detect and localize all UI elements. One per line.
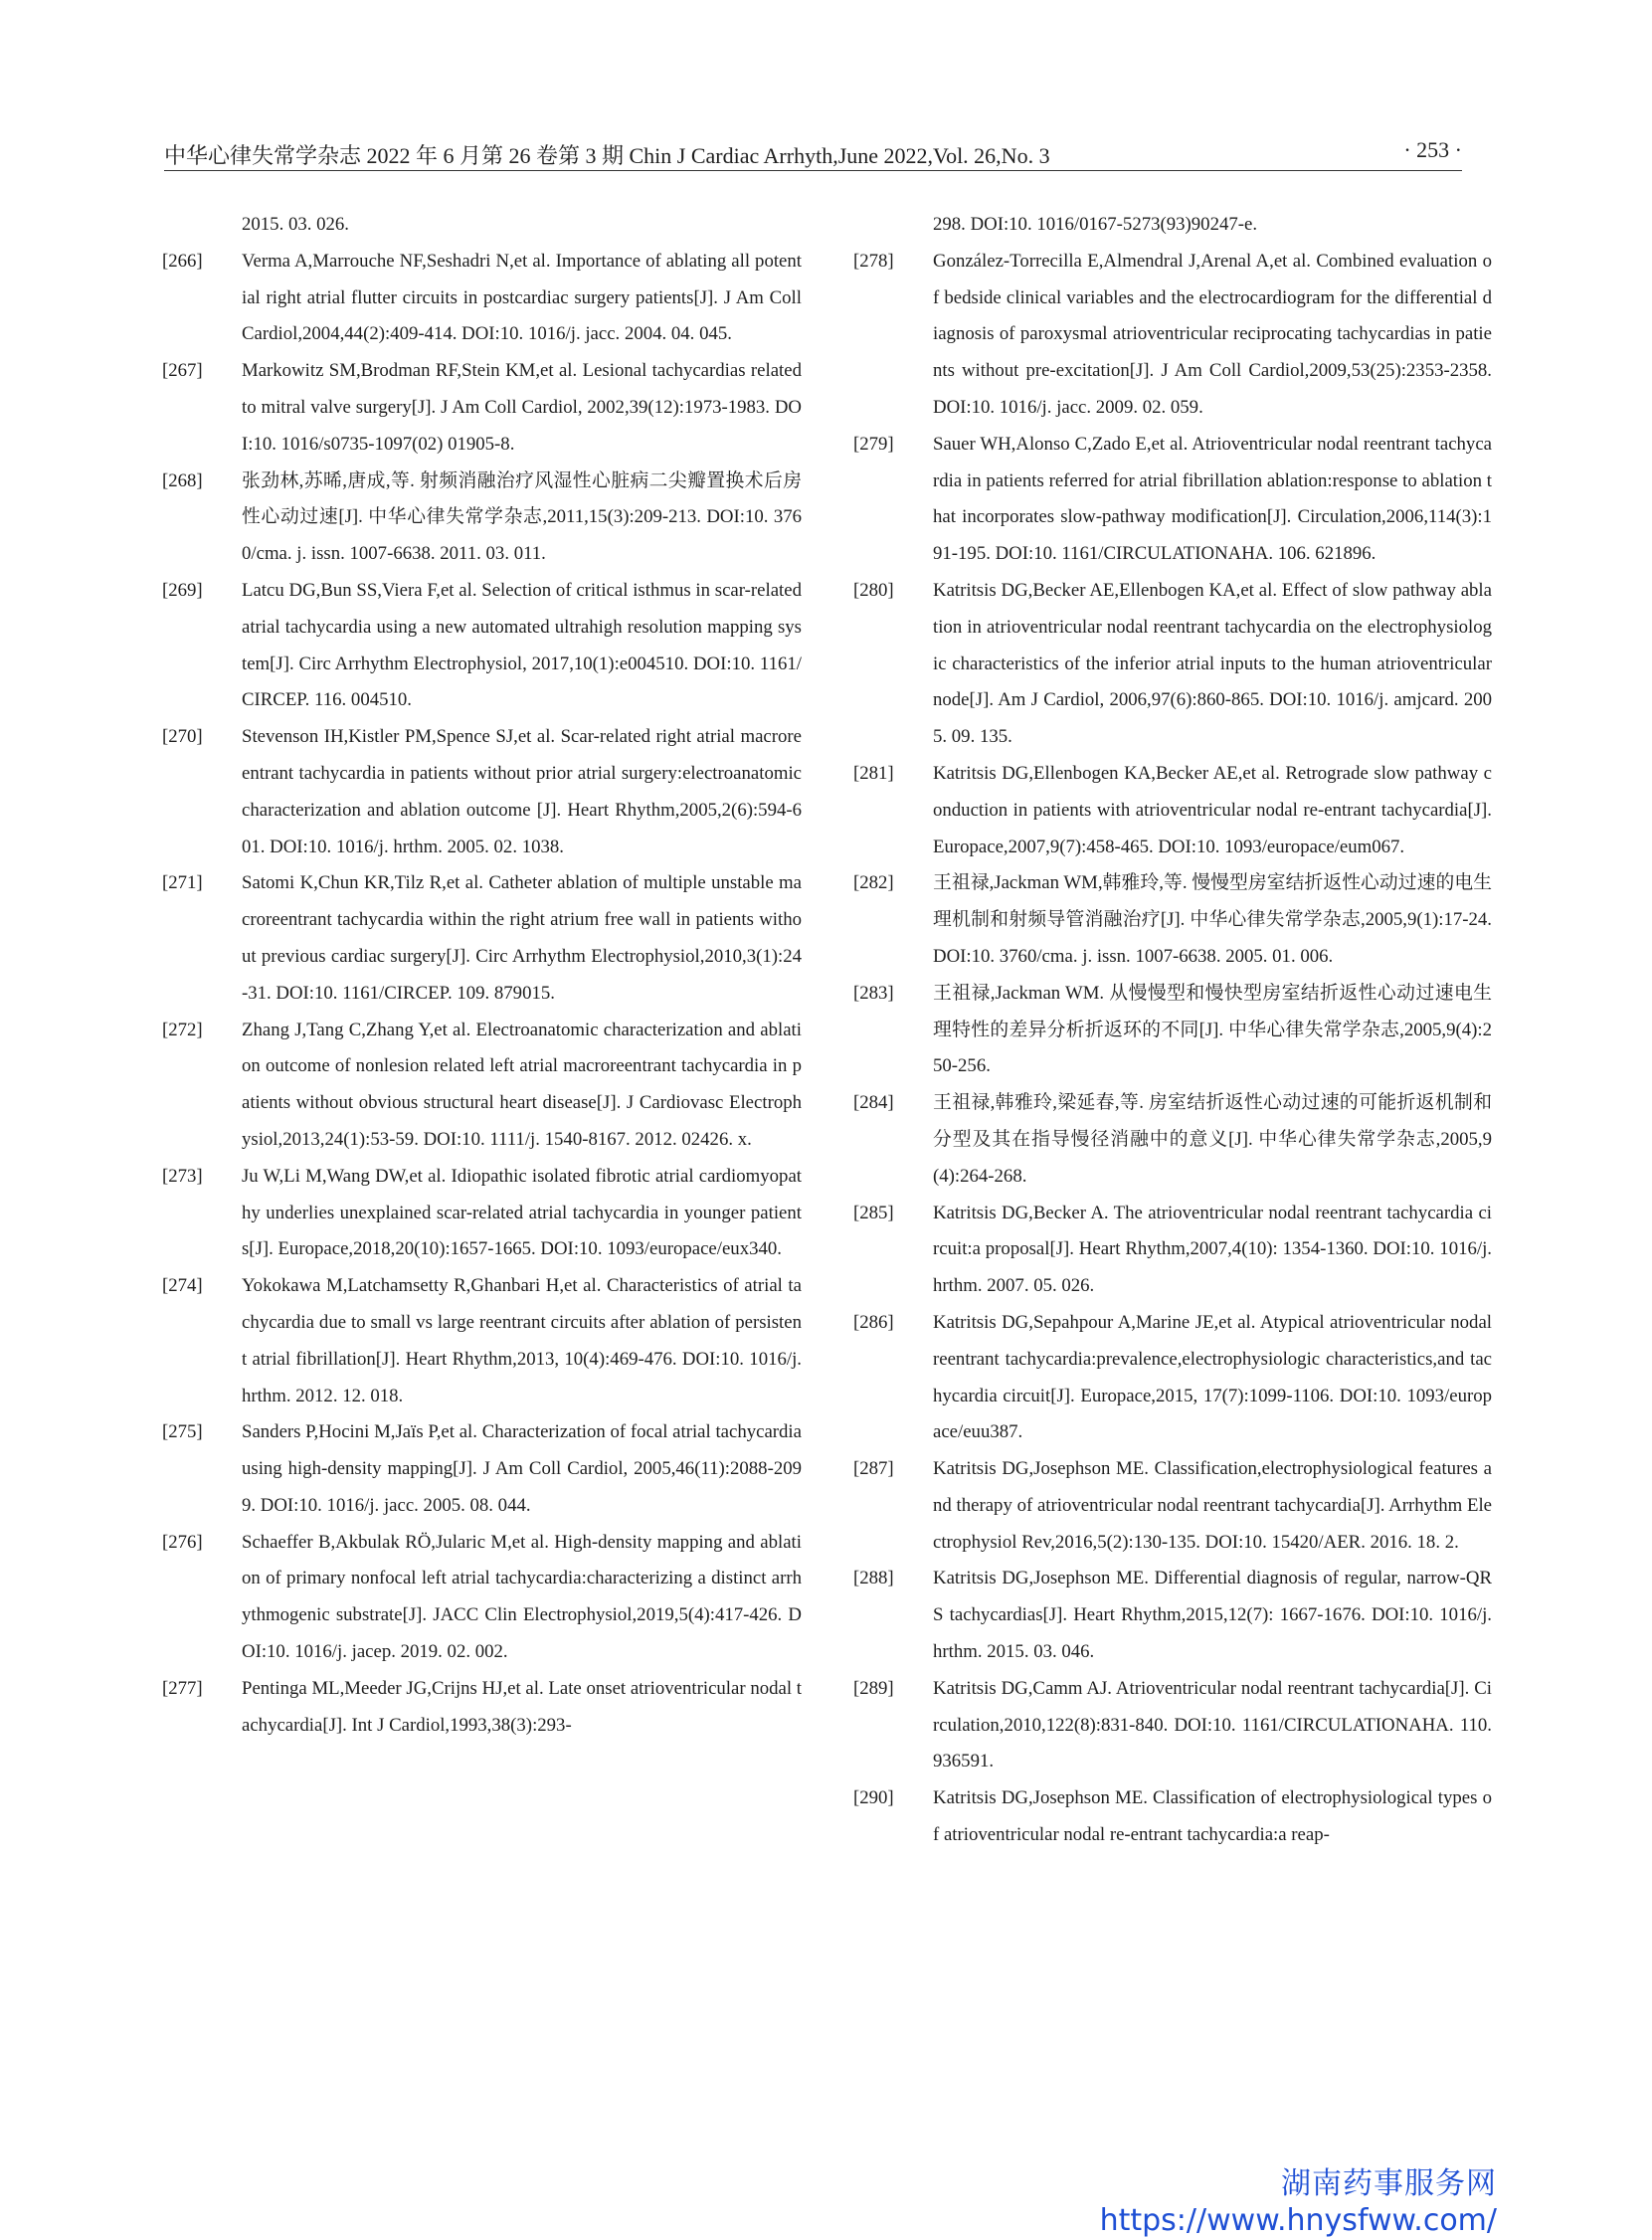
reference-text: Yokokawa M,Latchamsetty R,Ghanbari H,et al. Characteristics of atrial tachycardia due to small vs large reentrant circuits after ablation of persistent atrial fibrillation[J]. Heart Rhythm,2013, 10(4):469-476. DOI:10. 1016/j. hrthm. 2012. 12. 018. (242, 1275, 802, 1406)
reference-item (853, 1196, 1492, 1305)
reference-item (162, 1671, 802, 1745)
references-left-column (162, 207, 802, 1744)
reference-item (853, 1561, 1492, 1670)
reference-text: Ju W,Li M,Wang DW,et al. Idiopathic isolated fibrotic atrial cardiomyopathy underlies unexplained scar-related atrial tachycardia in younger patients[J]. Europace,2018,20(10):1657-1665. DOI:10. 1093/europace/eux340. (242, 1165, 802, 1260)
reference-text: Katritsis DG,Josephson ME. Classification of electrophysiological types of atrioventricular nodal re-entrant tachycardia:a reap- (933, 1787, 1492, 1846)
reference-text: Verma A,Marrouche NF,Seshadri N,et al. Importance of ablating all potential right atrial flutter circuits in postcardiac surgery patients[J]. J Am Coll Cardiol,2004,44(2):409-414. DOI:10. 1016/j. jacc. 2004. 04. 045. (242, 250, 802, 345)
reference-number: [287] (853, 1458, 894, 1480)
reference-number: [266] (162, 250, 203, 272)
reference-text: 王祖禄,Jackman WM,韩雅玲,等. 慢慢型房室结折返性心动过速的电生理机制和射频导管消融治疗[J]. 中华心律失常学杂志,2005,9(1):17-24. DOI:10. 3760/cma. j. issn. 1007-6638. 2005. 01. 006. (933, 872, 1492, 967)
reference-item (162, 1414, 802, 1524)
reference-text: Stevenson IH,Kistler PM,Spence SJ,et al. Scar-related right atrial macroreentrant tachycardia in patients without prior atrial surgery:electroanatomic characterization and ablation outcome [J]. Heart Rhythm,2005,2(6):594-601. DOI:10. 1016/j. hrthm. 2005. 02. 1038. (242, 726, 802, 857)
header-rule (164, 170, 1462, 171)
reference-item (853, 427, 1492, 573)
reference-number: [284] (853, 1092, 894, 1114)
site-watermark (1100, 2166, 1497, 2240)
reference-number: [281] (853, 762, 894, 784)
reference-number: [267] (162, 360, 203, 382)
reference-continuation: 2015. 03. 026. (242, 214, 349, 235)
reference-text: 王祖禄,韩雅玲,梁延春,等. 房室结折返性心动过速的可能折返机制和分型及其在指导慢径消融中的意义[J]. 中华心律失常学杂志,2005,9(4):264-268. (933, 1092, 1492, 1187)
reference-item (853, 1305, 1492, 1451)
reference-item (853, 1780, 1492, 1854)
reference-text: Sanders P,Hocini M,Jaïs P,et al. Characterization of focal atrial tachycardia using high-density mapping[J]. J Am Coll Cardiol, 2005,46(11):2088-2099. DOI:10. 1016/j. jacc. 2005. 08. 044. (242, 1421, 802, 1516)
reference-number: [286] (853, 1311, 894, 1333)
reference-number: [270] (162, 726, 203, 748)
reference-number: [285] (853, 1202, 894, 1223)
watermark-url[interactable]: https://www.hnysfww.com/ (1099, 2203, 1497, 2238)
reference-number: [276] (162, 1531, 203, 1553)
watermark-site-name: 湖南药事服务网 (1281, 2166, 1497, 2201)
reference-item (853, 573, 1492, 756)
reference-number: [278] (853, 250, 894, 272)
reference-item (162, 1268, 802, 1414)
reference-item (162, 244, 802, 353)
reference-list-right (853, 244, 1492, 1854)
reference-item (853, 1085, 1492, 1195)
reference-text: 王祖禄,Jackman WM. 从慢慢型和慢快型房室结折返性心动过速电生理特性的差异分析折返环的不同[J]. 中华心律失常学杂志,2005,9(4):250-256. (933, 982, 1492, 1077)
reference-text: Katritsis DG,Ellenbogen KA,Becker AE,et al. Retrograde slow pathway conduction in patients with atrioventricular nodal re-entrant tachycardia[J]. Europace,2007,9(7):458-465. DOI:10. 1093/europace/eum067. (933, 762, 1492, 857)
reference-item (162, 353, 802, 463)
reference-text: Katritsis DG,Camm AJ. Atrioventricular nodal reentrant tachycardia[J]. Circulation,2010,122(8):831-840. DOI:10. 1161/CIRCULATIONAHA. 110. 936591. (933, 1677, 1492, 1773)
reference-number: [272] (162, 1019, 203, 1040)
reference-text: Sauer WH,Alonso C,Zado E,et al. Atrioventricular nodal reentrant tachycardia in patients referred for atrial fibrillation ablation:response to ablation that incorporates slow-pathway modification[J]. Circulation,2006,114(3):191-195. DOI:10. 1161/CIRCULATIONAHA. 106. 621896. (933, 433, 1492, 565)
reference-number: [273] (162, 1165, 203, 1187)
reference-number: [268] (162, 469, 203, 491)
reference-text: Pentinga ML,Meeder JG,Crijns HJ,et al. Late onset atrioventricular nodal tachycardia[J]. Int J Cardiol,1993,38(3):293- (242, 1677, 802, 1736)
reference-list-left (162, 244, 802, 1745)
reference-text: Katritsis DG,Becker AE,Ellenbogen KA,et al. Effect of slow pathway ablation in atrioventricular nodal reentrant tachycardia on the electrophysiologic characteristics of the inferior atrial inputs to the human atrioventricular node[J]. Am J Cardiol, 2006,97(6):860-865. DOI:10. 1016/j. amjcard. 2005. 09. 135. (933, 579, 1492, 748)
reference-text: Katritsis DG,Sepahpour A,Marine JE,et al. Atypical atrioventricular nodal reentrant tachycardia:prevalence,electrophysiologic characteristics,and tachycardia circuit[J]. Europace,2015, 17(7):1099-1106. DOI:10. 1093/europace/euu387. (933, 1311, 1492, 1443)
reference-text: Katritsis DG,Josephson ME. Classification,electrophysiological features and therapy of atrioventricular nodal reentrant tachycardia[J]. Arrhythm Electrophysiol Rev,2016,5(2):130-135. DOI:10. 15420/AER. 2016. 18. 2. (933, 1458, 1492, 1553)
reference-item (853, 865, 1492, 975)
reference-number: [289] (853, 1677, 894, 1699)
reference-item (853, 756, 1492, 865)
reference-text: Latcu DG,Bun SS,Viera F,et al. Selection of critical isthmus in scar-related atrial tachycardia using a new automated ultrahigh resolution mapping system[J]. Circ Arrhythm Electrophysiol, 2017,10(1):e004510. DOI:10. 1161/CIRCEP. 116. 004510. (242, 579, 802, 711)
references-right-column (853, 207, 1492, 1854)
reference-number: [277] (162, 1677, 203, 1699)
reference-text: Katritsis DG,Josephson ME. Differential diagnosis of regular, narrow-QRS tachycardias[J]. Heart Rhythm,2015,12(7): 1667-1676. DOI:10. 1016/j. hrthm. 2015. 03. 046. (933, 1568, 1492, 1663)
reference-number: [282] (853, 872, 894, 894)
reference-number: [288] (853, 1568, 894, 1589)
reference-continuation: 298. DOI:10. 1016/0167-5273(93)90247-e. (933, 214, 1258, 235)
reference-text: Markowitz SM,Brodman RF,Stein KM,et al. Lesional tachycardias related to mitral valve surgery[J]. J Am Coll Cardiol, 2002,39(12):1973-1983. DOI:10. 1016/s0735-1097(02) 01905-8. (242, 360, 802, 455)
reference-item (162, 464, 802, 573)
reference-item (162, 719, 802, 865)
reference-item (853, 1671, 1492, 1780)
reference-item (853, 976, 1492, 1085)
reference-text: 张劲林,苏晞,唐成,等. 射频消融治疗风湿性心脏病二尖瓣置换术后房性心动过速[J]. 中华心律失常学杂志,2011,15(3):209-213. DOI:10. 3760/cma. j. issn. 1007-6638. 2011. 03. 011. (242, 469, 802, 565)
reference-text: Katritsis DG,Becker A. The atrioventricular nodal reentrant tachycardia circuit:a proposal[J]. Heart Rhythm,2007,4(10): 1354-1360. DOI:10. 1016/j. hrthm. 2007. 05. 026. (933, 1202, 1492, 1297)
journal-citation: 中华心律失常学杂志 2022 年 6 月第 26 卷第 3 期 Chin J Cardiac Arrhyth,June 2022,Vol. 26,No. 3 (164, 143, 1050, 168)
reference-item (853, 244, 1492, 427)
reference-number: [271] (162, 872, 203, 894)
reference-text: Zhang J,Tang C,Zhang Y,et al. Electroanatomic characterization and ablation outcome of nonlesion related left atrial macroreentrant tachycardia in patients without obvious structural heart disease[J]. J Cardiovasc Electrophysiol,2013,24(1):53-59. DOI:10. 1111/j. 1540-8167. 2012. 02426. x. (242, 1019, 802, 1150)
reference-number: [275] (162, 1421, 203, 1443)
reference-item (162, 573, 802, 719)
reference-number: [290] (853, 1787, 894, 1809)
reference-item (853, 1451, 1492, 1561)
running-header (164, 133, 1462, 167)
reference-number: [283] (853, 982, 894, 1004)
reference-text: González-Torrecilla E,Almendral J,Arenal A,et al. Combined evaluation of bedside clinical variables and the electrocardiogram for the differential diagnosis of paroxysmal atrioventricular reciprocating tachycardias in patients without pre-excitation[J]. J Am Coll Cardiol,2009,53(25):2353-2358. DOI:10. 1016/j. jacc. 2009. 02. 059. (933, 250, 1492, 418)
reference-number: [279] (853, 433, 894, 455)
reference-item (162, 1525, 802, 1671)
reference-item (162, 1013, 802, 1159)
reference-text: Schaeffer B,Akbulak RÖ,Jularic M,et al. High-density mapping and ablation of primary nonfocal left atrial tachycardia:characterizing a distinct arrhythmogenic substrate[J]. JACC Clin Electrophysiol,2019,5(4):417-426. DOI:10. 1016/j. jacep. 2019. 02. 002. (242, 1531, 802, 1663)
reference-item (162, 1159, 802, 1268)
reference-text: Satomi K,Chun KR,Tilz R,et al. Catheter ablation of multiple unstable macroreentrant tachycardia within the right atrium free wall in patients without previous cardiac surgery[J]. Circ Arrhythm Electrophysiol,2010,3(1):24-31. DOI:10. 1161/CIRCEP. 109. 879015. (242, 872, 802, 1004)
reference-number: [269] (162, 579, 203, 601)
reference-number: [280] (853, 579, 894, 601)
reference-item (162, 865, 802, 1012)
page-number: · 253 · (1403, 137, 1462, 162)
reference-number: [274] (162, 1275, 203, 1297)
